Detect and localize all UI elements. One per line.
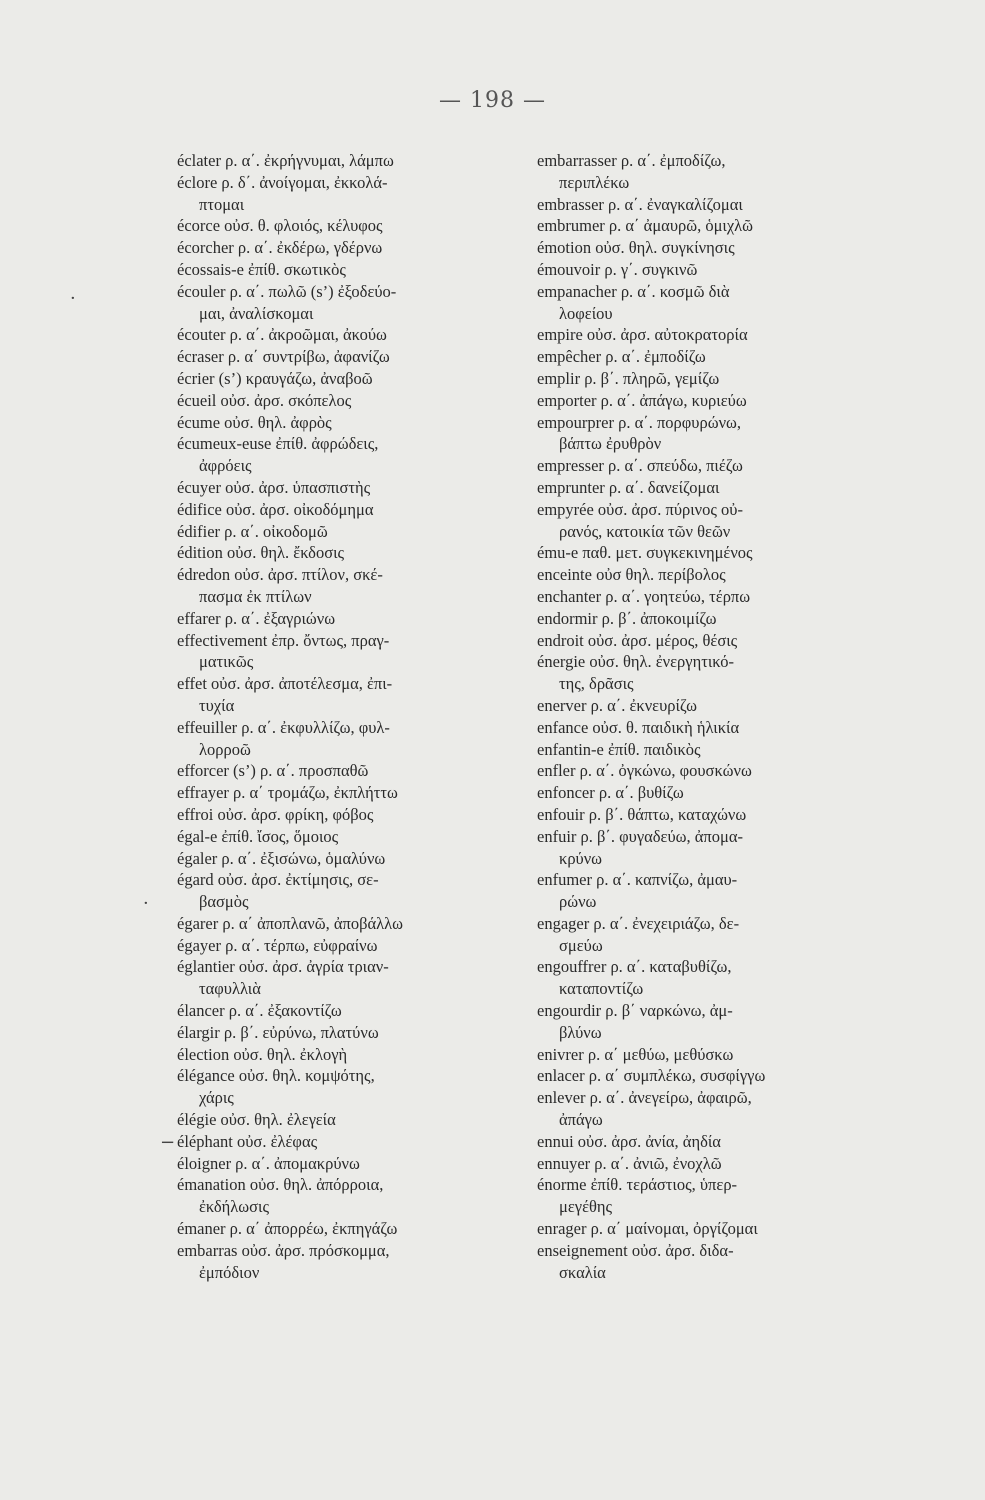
dictionary-entry: embarrasser ρ. α΄. ἐμποδίζω, bbox=[537, 151, 726, 170]
dictionary-entry: écuyer οὐσ. ἀρσ. ὑπασπιστὴς bbox=[177, 477, 371, 497]
dictionary-entry: effrayer ρ. α΄ τρομάζω, ἐκπλήττω bbox=[177, 783, 398, 803]
dictionary-entry: égaler ρ. α΄. ἐξισώνω, ὁμαλύνω bbox=[177, 848, 386, 868]
entry-continuation: χάρις bbox=[199, 1088, 234, 1108]
dictionary-entry: effroi οὐσ. ἀρσ. φρίκη, φόβος bbox=[177, 804, 374, 824]
entry-continuation: ἐμπόδιον bbox=[199, 1262, 260, 1282]
dictionary-entry: écume οὐσ. θηλ. ἀφρὸς bbox=[177, 412, 332, 432]
dictionary-entry: empourprer ρ. α΄. πορφυρώνω, bbox=[537, 412, 742, 432]
entry-continuation: λοφείου bbox=[559, 303, 613, 323]
entry-continuation: ρώνω bbox=[559, 892, 597, 912]
dictionary-entry: ému-e παθ. μετ. συγκεκινημένος bbox=[537, 543, 753, 563]
dictionary-entry: effarer ρ. α΄. ἐξαγριώνω bbox=[177, 608, 336, 628]
entry-continuation: καταποντίζω bbox=[559, 979, 644, 999]
dictionary-entry: écouter ρ. α΄. ἀκροῶμαι, ἀκούω bbox=[177, 325, 387, 345]
dictionary-entry: émanation οὐσ. θηλ. ἀπόρροια, bbox=[177, 1175, 384, 1195]
dictionary-entry: émouvoir ρ. γ΄. συγκινῶ bbox=[537, 259, 698, 279]
dictionary-entry: émotion οὐσ. θηλ. συγκίνησις bbox=[537, 238, 735, 258]
dictionary-entry: emprunter ρ. α΄. δανείζομαι bbox=[537, 477, 720, 497]
dictionary-entry: endroit οὐσ. ἀρσ. μέρος, θέσις bbox=[537, 630, 738, 650]
entry-continuation: σμεύω bbox=[559, 935, 603, 955]
dictionary-entry: ennui οὐσ. ἀρσ. ἀνία, ἀηδία bbox=[537, 1131, 721, 1151]
dictionary-entry: enseignement οὐσ. ἀρσ. διδα- bbox=[537, 1240, 734, 1260]
dictionary-entry: enivrer ρ. α΄ μεθύω, μεθύσκω bbox=[537, 1044, 734, 1064]
entry-continuation: βάπτω ἐρυθρὸν bbox=[559, 434, 662, 454]
dictionary-entry: effet οὐσ. ἀρσ. ἀποτέλεσμα, ἐπι- bbox=[177, 674, 393, 694]
dictionary-entry: édition οὐσ. θηλ. ἔκδοσις bbox=[177, 543, 345, 563]
dictionary-entry: enceinte οὐσ θηλ. περίβολος bbox=[537, 565, 726, 585]
dictionary-entry: éléphant οὐσ. ἐλέφας bbox=[177, 1131, 318, 1151]
dictionary-entry: enlacer ρ. α΄ συμπλέκω, συσφίγγω bbox=[537, 1066, 766, 1086]
dictionary-entry: enfuir ρ. β΄. φυγαδεύω, ἀπομα- bbox=[537, 826, 743, 846]
dictionary-entry: empire οὐσ. ἀρσ. αὐτοκρατορία bbox=[537, 325, 748, 345]
dictionary-entry: énorme ἐπίθ. τεράστιος, ὑπερ- bbox=[537, 1175, 738, 1195]
dictionary-entry: égayer ρ. α΄. τέρπω, εὐφραίνω bbox=[177, 935, 378, 955]
dictionary-entry: efforcer (s’) ρ. α΄. προσπαθῶ bbox=[177, 761, 369, 781]
dictionary-entry: enfumer ρ. α΄. καπνίζω, ἀμαυ- bbox=[537, 870, 738, 890]
dictionary-entry: écossais-e ἐπίθ. σκωτικὸς bbox=[177, 259, 346, 279]
dictionary-entry: écrier (s’) κραυγάζω, ἀναβοῶ bbox=[177, 368, 373, 388]
entry-continuation: της, δρᾶσις bbox=[559, 674, 634, 694]
entry-continuation: λορροῶ bbox=[199, 739, 251, 759]
dictionary-entry: empyrée οὐσ. ἀρσ. πύρινος οὐ- bbox=[537, 499, 743, 519]
dictionary-entry: embrasser ρ. α΄. ἐναγκαλίζομαι bbox=[537, 194, 743, 214]
dictionary-entry: engager ρ. α΄. ἐνεχειριάζω, δε- bbox=[537, 913, 740, 933]
entry-continuation: ταφυλλιὰ bbox=[199, 979, 261, 999]
entry-continuation: ἐκδήλωσις bbox=[199, 1197, 270, 1217]
dictionary-entry: emporter ρ. α΄. ἀπάγω, κυριεύω bbox=[537, 390, 747, 410]
dictionary-entry: édifice οὐσ. ἀρσ. οἰκοδόμημα bbox=[177, 499, 374, 519]
entry-continuation: ματικῶς bbox=[199, 652, 254, 672]
dictionary-entry: engouffrer ρ. α΄. καταβυθίζω, bbox=[537, 957, 732, 977]
dictionary-entry: édredon οὐσ. ἀρσ. πτίλον, σκέ- bbox=[177, 565, 383, 585]
dictionary-entry: édifier ρ. α΄. οἰκοδομῶ bbox=[177, 521, 328, 541]
dictionary-entry: élégie οὐσ. θηλ. ἐλεγεία bbox=[177, 1110, 336, 1130]
dictionary-entry: enfance οὐσ. θ. παιδικὴ ἡλικία bbox=[537, 717, 740, 737]
dictionary-entry: écorcher ρ. α΄. ἐκδέρω, γδέρνω bbox=[177, 238, 383, 258]
margin-mark: · bbox=[143, 893, 149, 914]
dictionary-entry: écouler ρ. α΄. πωλῶ (s’) ἐξοδεύο- bbox=[177, 281, 397, 301]
dictionary-entry: ennuyer ρ. α΄. ἀνιῶ, ἐνοχλῶ bbox=[537, 1153, 722, 1173]
entry-continuation: μεγέθης bbox=[559, 1197, 613, 1217]
dictionary-entry: églantier οὐσ. ἀρσ. ἀγρία τριαν- bbox=[177, 957, 389, 977]
dictionary-entry: écueil οὐσ. ἀρσ. σκόπελος bbox=[177, 390, 352, 410]
dictionary-entry: écraser ρ. α΄ συντρίβω, ἀφανίζω bbox=[177, 347, 390, 367]
dictionary-entry: enchanter ρ. α΄. γοητεύω, τέρπω bbox=[537, 586, 751, 606]
dictionary-entry: émaner ρ. α΄ ἀπορρέω, ἐκπηγάζω bbox=[177, 1219, 398, 1239]
dictionary-entry: effeuiller ρ. α΄. ἐκφυλλίζω, φυλ- bbox=[177, 717, 390, 737]
dictionary-entry: empanacher ρ. α΄. κοσμῶ διὰ bbox=[537, 281, 730, 301]
dictionary-entry: élection οὐσ. θηλ. ἐκλογὴ bbox=[177, 1044, 348, 1064]
dictionary-entry: effectivement ἐπρ. ὄντως, πραγ- bbox=[177, 630, 390, 650]
dictionary-entry: écumeux-euse ἐπίθ. ἀφρώδεις, bbox=[177, 434, 379, 454]
entry-continuation: περιπλέκω bbox=[559, 172, 630, 192]
dictionary-entry: élégance οὐσ. θηλ. κομψότης, bbox=[177, 1066, 375, 1086]
dictionary-entry: engourdir ρ. β΄ ναρκώνω, ἀμ- bbox=[537, 1001, 733, 1021]
dictionary-entry: emplir ρ. β΄. πληρῶ, γεμίζω bbox=[537, 368, 720, 388]
dictionary-entry: enlever ρ. α΄. ἀνεγείρω, ἀφαιρῶ, bbox=[537, 1088, 752, 1108]
entry-continuation: ρανός, κατοικία τῶν θεῶν bbox=[559, 521, 731, 541]
entry-continuation: κρύνω bbox=[559, 848, 603, 868]
margin-mark: · bbox=[70, 288, 76, 309]
margin-mark: − bbox=[160, 1132, 176, 1153]
dictionary-entry: embrumer ρ. α΄ ἀμαυρῶ, ὁμιχλῶ bbox=[537, 216, 754, 236]
page-number: — 198 — bbox=[439, 88, 546, 113]
entry-continuation: σκαλία bbox=[559, 1262, 606, 1282]
dictionary-entry: enfouir ρ. β΄. θάπτω, καταχώνω bbox=[537, 804, 747, 824]
dictionary-entry: égard οὐσ. ἀρσ. ἐκτίμησις, σε- bbox=[177, 870, 379, 890]
dictionary-entry: éclater ρ. α΄. ἐκρήγνυμαι, λάμπω bbox=[177, 151, 394, 170]
dictionary-entry: écorce οὐσ. θ. φλοιός, κέλυφος bbox=[177, 216, 383, 236]
dictionary-entry: enfantin-e ἐπίθ. παιδικὸς bbox=[537, 739, 701, 759]
entry-continuation: ἀπάγω bbox=[559, 1110, 603, 1130]
dictionary-entry: enfler ρ. α΄. ὀγκώνω, φουσκώνω bbox=[537, 761, 752, 781]
dictionary-entry: empresser ρ. α΄. σπεύδω, πιέζω bbox=[537, 456, 743, 476]
dictionary-entry: égal-e ἐπίθ. ἴσος, ὅμοιος bbox=[177, 826, 339, 846]
dictionary-entry: égarer ρ. α΄ ἀποπλανῶ, ἀποβάλλω bbox=[177, 913, 403, 933]
entry-continuation: βασμὸς bbox=[199, 892, 249, 912]
dictionary-entry: énergie οὐσ. θηλ. ἐνεργητικό- bbox=[537, 652, 734, 672]
left-column bbox=[177, 150, 517, 1283]
dictionary-entry: éclore ρ. δ΄. ἀνοίγομαι, ἐκκολά- bbox=[177, 172, 388, 192]
dictionary-entry: éloigner ρ. α΄. ἀπομακρύνω bbox=[177, 1153, 360, 1173]
dictionary-entry: enerver ρ. α΄. ἐκνευρίζω bbox=[537, 695, 698, 715]
right-column bbox=[537, 150, 877, 1283]
entry-continuation: βλύνω bbox=[559, 1022, 602, 1042]
entry-continuation: μαι, ἀναλίσκομαι bbox=[199, 303, 314, 323]
dictionary-entry: élargir ρ. β΄. εὐρύνω, πλατύνω bbox=[177, 1022, 379, 1042]
dictionary-entry: élancer ρ. α΄. ἐξακοντίζω bbox=[177, 1001, 342, 1021]
entry-continuation: ἀφρόεις bbox=[199, 456, 252, 476]
dictionary-entry: empêcher ρ. α΄. ἐμποδίζω bbox=[537, 347, 706, 367]
dictionary-entry: endormir ρ. β΄. ἀποκοιμίζω bbox=[537, 608, 717, 628]
dictionary-entry: enfoncer ρ. α΄. βυθίζω bbox=[537, 783, 684, 803]
dictionary-entry: enrager ρ. α΄ μαίνομαι, ὀργίζομαι bbox=[537, 1219, 758, 1239]
entry-continuation: πασμα ἐκ πτίλων bbox=[199, 586, 312, 606]
dictionary-entry: embarras οὐσ. ἀρσ. πρόσκομμα, bbox=[177, 1240, 390, 1260]
entry-continuation: τυχία bbox=[199, 695, 235, 715]
entry-continuation: πτομαι bbox=[199, 194, 245, 214]
